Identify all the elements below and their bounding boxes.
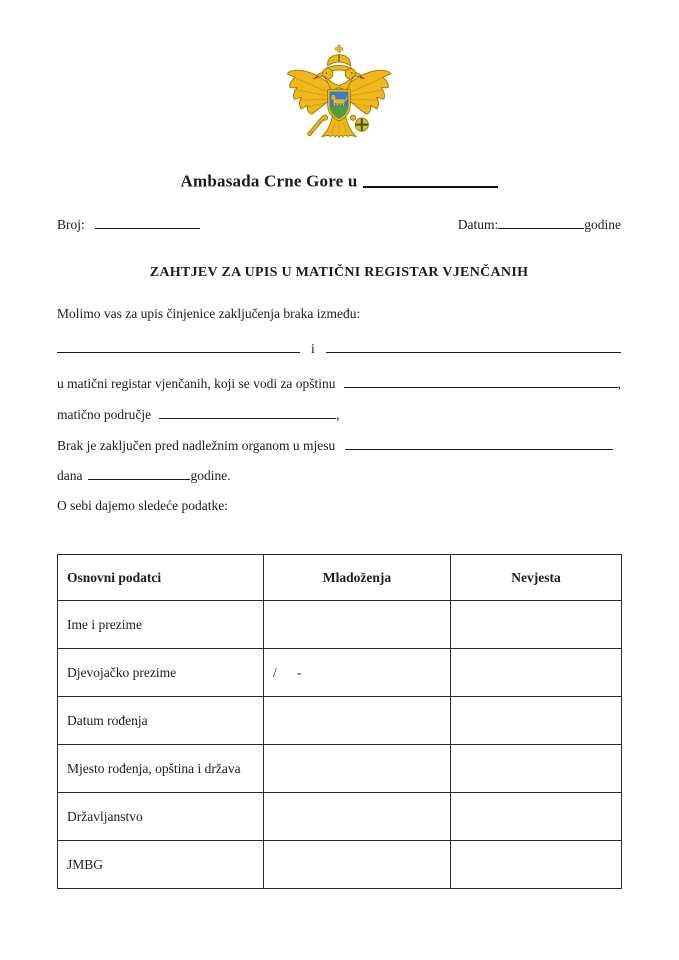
datum-blank [498,215,584,229]
row-label: JMBG [58,841,264,889]
datum-group [458,215,621,233]
table-row [58,841,622,889]
montenegro-coat-of-arms-icon [282,44,396,158]
spouse1-name-blank [57,339,300,353]
broj-group [57,215,200,233]
row-label: Ime i prezime [58,601,264,649]
datum-label: Datum: [457,217,499,233]
mladozenja-cell [264,841,451,889]
mladozenja-cell [264,745,451,793]
reference-date-row [57,215,621,233]
row-label: Mjesto rođenja, opština i država [58,745,264,793]
table-row [58,697,622,745]
form-body [57,305,621,514]
opstina-comma: , [617,375,621,391]
dana-line [57,467,621,485]
nevjesta-cell [451,601,622,649]
nevjesta-cell [451,793,622,841]
letterhead [57,0,621,158]
table-header-row [58,555,622,601]
row-label: Datum rođenja [58,697,264,745]
intro-line [57,305,621,322]
podrucje-text: matično područje [57,406,152,422]
header-mladozenja: Mladoženja [264,555,451,601]
row-label: Djevojačko prezime [58,649,264,697]
mladozenja-cell [264,793,451,841]
intro-text: Molimo vas za upis činjenice zaključenja braka između: [57,306,361,322]
nevjesta-cell [451,649,622,697]
datum-suffix: godine [584,217,621,233]
dana-blank [88,467,190,481]
embassy-city-blank [363,172,498,188]
header-osnovni-podatci: Osnovni podatci [58,555,264,601]
nevjesta-cell [451,841,622,889]
personal-data-table [57,554,622,889]
opstina-line [57,374,621,392]
header-nevjesta: Nevjesta [451,555,622,601]
nevjesta-cell [451,745,622,793]
row-label: Državljanstvo [58,793,264,841]
form-heading: ZAHTJEV ZA UPIS U MATIČNI REGISTAR VJENČANIH [149,265,529,281]
nevjesta-cell [451,697,622,745]
mjesto-blank [345,436,613,450]
mladozenja-cell [264,697,451,745]
table-row [58,793,622,841]
broj-label: Broj: [57,217,85,233]
maticno-podrucje-blank [159,405,336,419]
opstina-blank [344,374,618,388]
spouses-line [57,339,621,357]
table-row [58,601,622,649]
opstina-text: u matični registar vjenčanih, koji se vodi za opštinu [57,375,336,391]
brak-line [57,436,621,454]
mladozenja-cell: / - [264,649,451,697]
brak-text: Brak je zaključen pred nadležnim organom u mjesu [57,437,336,453]
podrucje-comma: , [336,406,340,422]
embassy-title-line [57,170,621,191]
closing-text: O sebi dajemo sledeće podatke: [57,498,228,514]
dana-label: dana [57,468,83,484]
table-row [58,649,622,697]
broj-blank [95,215,200,229]
spouse2-name-blank [326,339,621,353]
conjunction-text: i [311,341,315,357]
embassy-title-text: Ambasada Crne Gore u [180,171,358,191]
closing-line [57,497,621,514]
table-row [58,745,622,793]
dana-suffix: godine. [190,468,231,484]
mladozenja-cell [264,601,451,649]
podrucje-line [57,405,621,423]
